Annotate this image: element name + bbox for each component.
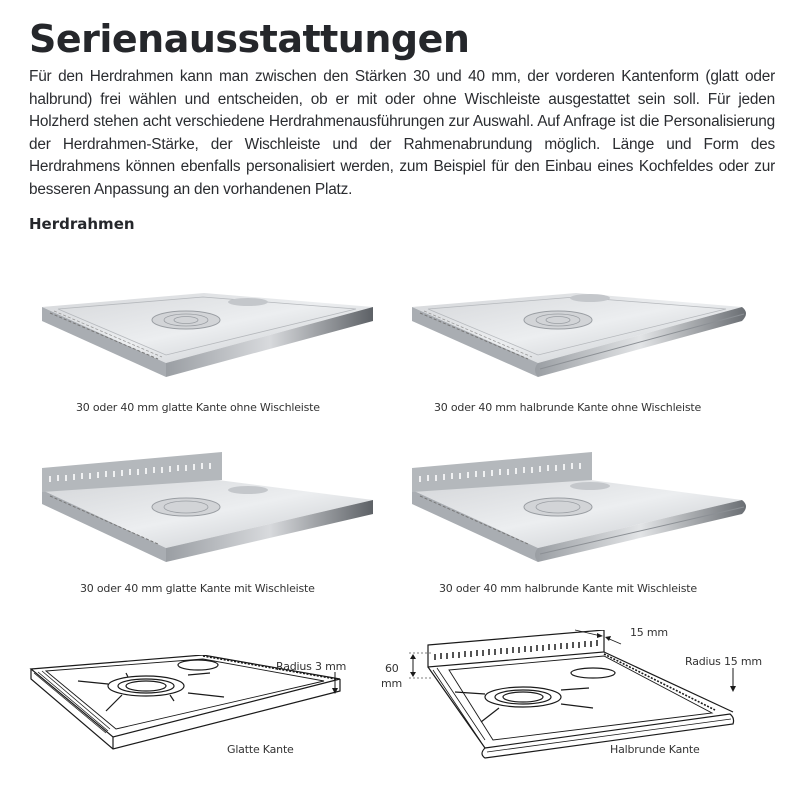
caption-round-edge-with-splashback: 30 oder 40 mm halbrunde Kante mit Wischleiste: [439, 582, 697, 595]
radius-label-round: Radius 15 mm: [685, 655, 762, 668]
photo-round-edge-no-splashback: [410, 285, 750, 385]
caption-smooth-edge-with-splashback: 30 oder 40 mm glatte Kante mit Wischleiste: [80, 582, 315, 595]
photo-smooth-edge-with-splashback: [38, 450, 378, 565]
radius-arrow-smooth-icon: [330, 672, 340, 696]
intro-paragraph: Für den Herdrahmen kann man zwischen den Stärken 30 und 40 mm, der vorderen Kantenform (glatt oder halbrund) frei wählen und entscheiden, ob er mit oder ohne Wischleiste ausgestattet sein soll. Für jeden Holzherd stehen acht verschiedene Herdrahmenausführungen zur Auswahl. Auf Anfrage ist die Personalisierung der Herdrahmen-Stärke, der Wischleiste und der Rahmenabrundung möglich. Länge und Form des Herdrahmens können ebenfalls personalisiert werden, zum Beispiel für den Einbau eines Kochfeldes oder zur besseren Anpassung an den vorhandenen Platz.: [29, 68, 775, 198]
photo-round-edge-with-splashback: [410, 450, 750, 565]
radius-label-smooth: Radius 3 mm: [276, 660, 347, 673]
caption-round-edge-diagram: Halbrunde Kante: [610, 743, 700, 756]
thickness-label: 15 mm: [630, 626, 668, 639]
caption-smooth-edge-diagram: Glatte Kante: [227, 743, 294, 756]
radius-arrow-round-icon: [728, 668, 738, 694]
height-label-unit: mm: [381, 677, 403, 690]
thickness-dimension-icon: [575, 628, 625, 646]
diagram-round-edge: [425, 630, 745, 760]
photo-smooth-edge-no-splashback: [38, 285, 378, 385]
page-title: Serienausstattungen: [29, 17, 470, 61]
section-title: Herdrahmen: [29, 215, 135, 233]
height-label-value: 60: [385, 662, 399, 675]
height-dimension-icon: [405, 652, 433, 680]
caption-round-edge-no-splashback: 30 oder 40 mm halbrunde Kante ohne Wischleiste: [434, 401, 702, 414]
caption-smooth-edge-no-splashback: 30 oder 40 mm glatte Kante ohne Wischleiste: [76, 401, 320, 414]
